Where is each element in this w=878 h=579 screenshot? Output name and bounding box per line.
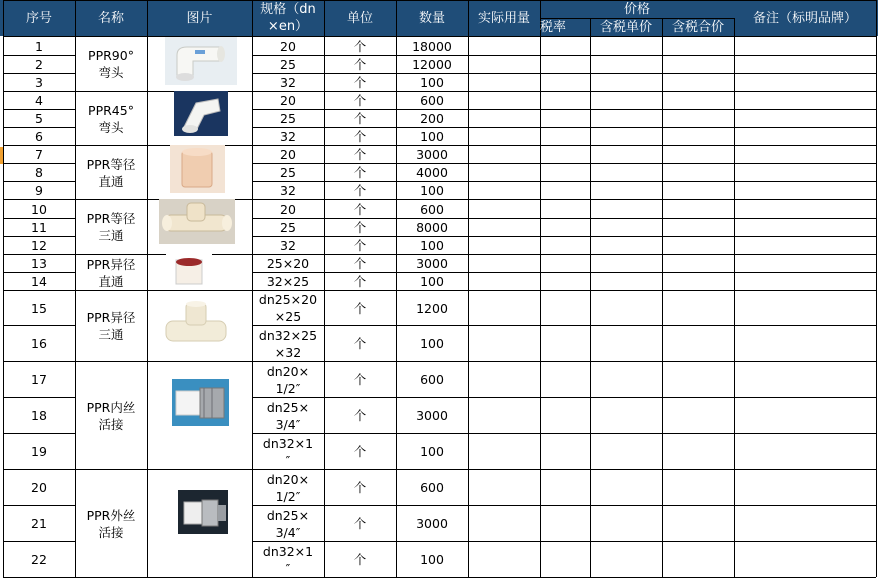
row-seq: 1 <box>35 38 43 54</box>
row-seq: 5 <box>35 111 43 126</box>
row-unit: 个 <box>353 444 367 459</box>
row-spec: dn32×25 ×32 <box>258 327 318 360</box>
row-unit: 个 <box>353 516 367 531</box>
ppr-45-elbow-photo <box>174 91 228 136</box>
header-name: 名称 <box>97 10 124 26</box>
row-selection-marker <box>0 147 3 164</box>
header-tax-rate: 税率 <box>540 19 567 35</box>
row-spec: 20 <box>280 38 296 54</box>
row-unit: 个 <box>353 408 367 423</box>
row-unit: 个 <box>353 183 367 198</box>
header-total-price: 含税合价 <box>671 19 724 35</box>
row-spec: 25 <box>280 57 296 72</box>
header-quantity: 数量 <box>418 10 445 26</box>
row-unit: 个 <box>353 372 367 387</box>
product-name: PPR内丝 活接 <box>86 399 136 432</box>
row-seq: 20 <box>31 480 47 495</box>
header-price: 价格 <box>623 1 650 17</box>
column-divider <box>662 18 663 577</box>
header-actual-usage: 实际用量 <box>477 10 530 26</box>
row-seq: 18 <box>31 408 47 423</box>
row-unit: 个 <box>353 75 367 90</box>
product-name: PPR等径 直通 <box>86 156 136 189</box>
ppr-reducing-tee-photo <box>156 295 236 357</box>
row-quantity: 100 <box>420 75 444 90</box>
row-seq: 13 <box>31 256 47 271</box>
row-spec: dn25× 3/4″ <box>266 507 310 540</box>
row-quantity: 100 <box>420 336 444 351</box>
row-quantity: 100 <box>420 129 444 144</box>
row-quantity: 600 <box>420 372 444 387</box>
row-seq: 3 <box>35 75 43 90</box>
column-divider <box>147 0 148 577</box>
ppr-equal-tee-photo <box>159 199 235 244</box>
row-unit: 个 <box>353 111 367 126</box>
row-spec: 32 <box>280 238 296 253</box>
row-quantity: 3000 <box>416 256 448 271</box>
row-spec: dn32×1 ″ <box>262 543 314 576</box>
product-name: PPR外丝 活接 <box>86 507 136 540</box>
header-image: 图片 <box>186 10 213 26</box>
row-quantity: 100 <box>420 183 444 198</box>
ppr-female-thread-union-photo <box>172 379 229 426</box>
header-remark: 备注（标明品牌） <box>752 10 857 26</box>
row-divider <box>3 577 876 578</box>
row-spec: 20 <box>280 201 296 217</box>
row-quantity: 3000 <box>416 147 448 162</box>
row-seq: 19 <box>31 444 47 459</box>
row-quantity: 12000 <box>412 57 452 72</box>
row-spec: dn20× 1/2″ <box>266 363 310 396</box>
row-unit: 个 <box>353 238 367 253</box>
header-unit-price: 含税单价 <box>599 19 652 35</box>
row-seq: 15 <box>31 300 47 316</box>
row-unit: 个 <box>353 147 367 162</box>
row-seq: 10 <box>31 201 47 217</box>
row-quantity: 600 <box>420 93 444 108</box>
row-seq: 2 <box>35 57 43 72</box>
row-seq: 9 <box>35 183 43 198</box>
row-seq: 12 <box>31 238 47 253</box>
row-unit: 个 <box>353 129 367 144</box>
row-unit: 个 <box>353 201 367 217</box>
row-spec: dn25×20 ×25 <box>258 292 318 324</box>
row-quantity: 200 <box>420 111 444 126</box>
row-unit: 个 <box>353 93 367 108</box>
row-spec: 25 <box>280 111 296 126</box>
row-unit: 个 <box>353 38 367 54</box>
row-unit: 个 <box>353 57 367 72</box>
product-name: PPR异径 直通 <box>86 256 136 289</box>
ppr-straight-coupling-photo <box>170 145 225 193</box>
row-quantity: 1200 <box>416 300 448 316</box>
row-seq: 6 <box>35 129 43 144</box>
row-spec: 32 <box>280 75 296 90</box>
row-quantity: 100 <box>420 444 444 459</box>
row-seq: 21 <box>31 516 47 531</box>
row-seq: 8 <box>35 165 43 180</box>
row-unit: 个 <box>353 274 367 289</box>
row-spec: 20 <box>280 93 296 108</box>
row-spec: 32 <box>280 183 296 198</box>
row-spec: 20 <box>280 147 296 162</box>
row-spec: 25 <box>280 220 296 235</box>
row-spec: 32 <box>280 129 296 144</box>
row-seq: 4 <box>35 93 43 108</box>
header-seq: 序号 <box>25 10 52 26</box>
row-unit: 个 <box>353 256 367 271</box>
product-name: PPR等径 三通 <box>86 211 136 243</box>
header-spec: 规格（dn ×en） <box>260 2 316 34</box>
row-spec: 32×25 <box>266 274 310 289</box>
row-seq: 17 <box>31 372 47 387</box>
ppr-90-elbow-photo <box>165 37 237 85</box>
ppr-reducing-coupling-photo <box>166 254 212 288</box>
row-unit: 个 <box>353 300 367 316</box>
row-quantity: 100 <box>420 552 444 567</box>
column-divider <box>876 0 877 577</box>
row-unit: 个 <box>353 336 367 351</box>
column-divider <box>540 0 541 577</box>
header-unit: 单位 <box>346 10 373 26</box>
product-name: PPR45° 弯头 <box>88 102 134 135</box>
column-divider <box>734 18 735 577</box>
row-quantity: 3000 <box>416 516 448 531</box>
row-seq: 7 <box>35 147 43 162</box>
row-spec: dn32×1 ″ <box>262 435 314 468</box>
column-divider <box>590 18 591 577</box>
row-quantity: 8000 <box>416 220 448 235</box>
row-unit: 个 <box>353 480 367 495</box>
row-spec: dn20× 1/2″ <box>266 471 310 504</box>
row-spec: dn25× 3/4″ <box>266 399 310 432</box>
row-quantity: 600 <box>420 480 444 495</box>
row-unit: 个 <box>353 165 367 180</box>
row-seq: 16 <box>31 336 47 351</box>
row-seq: 14 <box>31 274 47 289</box>
row-seq: 11 <box>31 220 47 235</box>
product-name: PPR90° 弯头 <box>88 48 134 80</box>
row-spec: 25 <box>280 165 296 180</box>
ppr-male-thread-union-photo <box>178 490 228 534</box>
row-seq: 22 <box>31 552 47 567</box>
row-quantity: 4000 <box>416 165 448 180</box>
row-spec: 25×20 <box>266 256 310 271</box>
column-divider <box>468 0 469 577</box>
product-name: PPR异径 三通 <box>86 310 136 342</box>
row-quantity: 100 <box>420 238 444 253</box>
row-quantity: 100 <box>420 274 444 289</box>
row-quantity: 18000 <box>412 38 452 54</box>
row-unit: 个 <box>353 220 367 235</box>
row-quantity: 3000 <box>416 408 448 423</box>
row-quantity: 600 <box>420 201 444 217</box>
row-unit: 个 <box>353 552 367 567</box>
